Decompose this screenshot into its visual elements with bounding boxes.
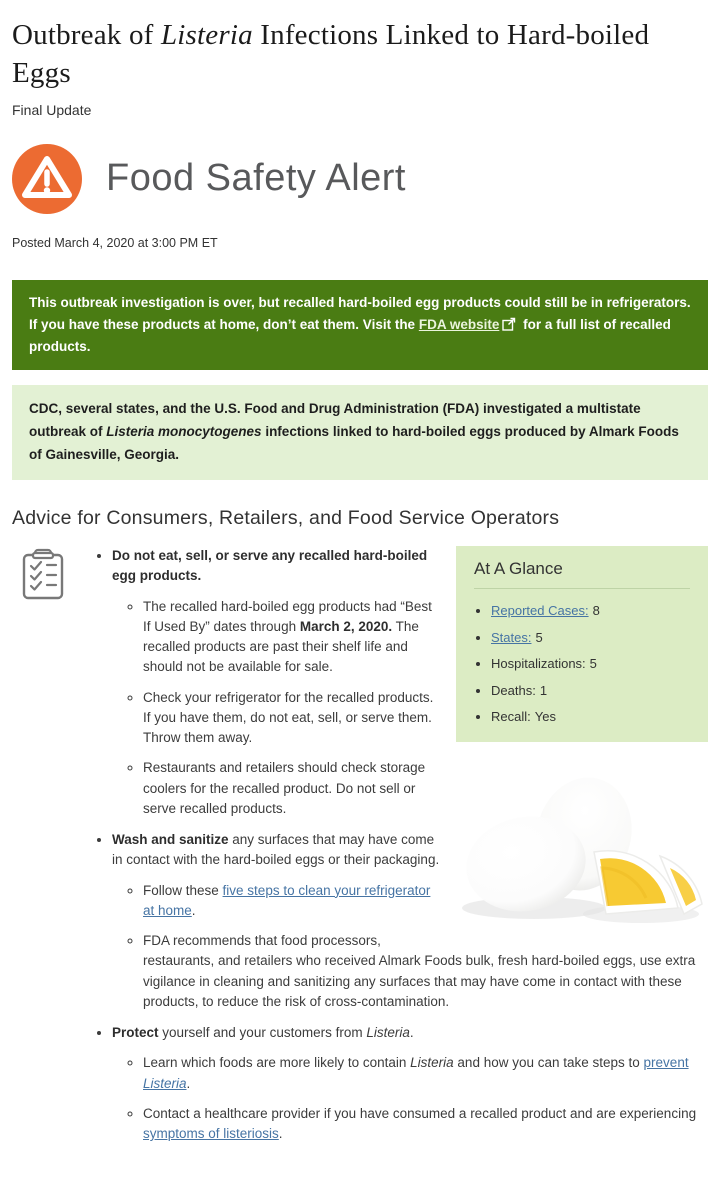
subitem-text: FDA recommends that food processors, restaurants, and retailers who received Almark Foods bulk, fresh hard-boiled eggs, use extra vigilance in cleaning and sanitizing any surfaces that may have come in contact with these products, to reduce the risk of cross-contamination. (143, 933, 696, 1009)
glance-value: 1 (539, 682, 548, 698)
glance-value: Yes (534, 709, 556, 725)
glance-item-states (491, 629, 690, 647)
reported-cases-link[interactable]: Reported Cases: (491, 603, 589, 619)
fda-website-link[interactable]: FDA website (418, 316, 500, 332)
subitem-text: . (186, 1075, 191, 1091)
subitem-text: Follow these (143, 882, 223, 898)
final-update-label: Final Update (12, 101, 92, 118)
outbreak-over-banner (12, 280, 708, 371)
glance-value: 5 (589, 656, 597, 672)
advice-text: any surfaces that may have come in contact with the hard-boiled eggs or their packaging. (112, 832, 440, 868)
advice-bold: Wash and sanitize (112, 832, 229, 848)
clipboard-checklist-icon (20, 548, 66, 602)
at-a-glance-panel (456, 546, 708, 742)
advice-body (12, 546, 708, 1155)
glance-label: Hospitalizations: (491, 656, 586, 672)
glance-item-hospitalizations (491, 655, 690, 673)
glance-label: Deaths: (491, 682, 536, 698)
subitem-text: . (191, 902, 196, 918)
banner-text: This outbreak investigation is over, but recalled hard-boiled egg products could still be in refrigerators. If you have these products at home, don’t eat them. Visit the (29, 294, 691, 332)
advice-italic-listeria: Listeria (366, 1025, 410, 1041)
subitem-italic: Listeria (410, 1055, 454, 1071)
glance-item-recall (491, 708, 690, 726)
advice-subitem-fda-recommends (143, 931, 708, 1012)
title-italic-listeria: Listeria (160, 19, 253, 51)
symptoms-of-listeriosis-link[interactable]: symptoms of listeriosis (143, 1126, 279, 1142)
advice-bold: Do not eat, sell, or serve any recalled hard-boiled egg products. (112, 548, 428, 584)
warning-triangle-icon (12, 144, 82, 214)
food-safety-alert-header (12, 144, 708, 214)
investigation-summary-box (12, 385, 708, 480)
at-a-glance-list (474, 602, 690, 726)
link-text: prevent (643, 1055, 689, 1071)
advice-subitem-healthcare-provider (143, 1104, 708, 1145)
external-link-icon (502, 317, 516, 331)
title-segment: Outbreak of (12, 19, 161, 51)
subitem-bold-date: March 2, 2020. (299, 618, 393, 634)
glance-item-reported-cases (491, 602, 690, 620)
subitem-text: Contact a healthcare provider if you have consumed a recalled product and are experiencing (143, 1105, 697, 1121)
subitem-text: The recalled products are past their shelf life and should not be available for sale. (143, 618, 419, 675)
five-steps-link[interactable]: five steps to clean your refrigerator at home (143, 882, 431, 918)
advice-section-heading: Advice for Consumers, Retailers, and Food Service Operators (12, 507, 560, 530)
advice-item-protect (112, 1023, 708, 1144)
advice-bold: Protect (112, 1025, 159, 1041)
glance-label: Recall: (491, 709, 531, 725)
subitem-text: The recalled hard-boiled egg products had “Best If Used By” dates through (143, 598, 432, 634)
glance-value: 8 (592, 603, 600, 619)
title-segment: Infections Linked to Hard-boiled Eggs (12, 19, 650, 90)
hard-boiled-eggs-image (456, 756, 706, 938)
subitem-text: Learn which foods are more likely to contain (143, 1055, 411, 1071)
states-link[interactable]: States: (491, 629, 532, 645)
at-a-glance-title: At A Glance (474, 559, 690, 589)
summary-text: CDC, several states, and the U.S. Food and Drug Administration (FDA) investigated a multistate outbreak of (29, 401, 641, 440)
glance-item-deaths (491, 682, 690, 700)
advice-sublist (112, 1053, 708, 1144)
banner-text: for a full list of recalled products. (29, 316, 671, 355)
advice-text: . (409, 1025, 414, 1041)
page-title (12, 16, 708, 93)
subitem-text: Restaurants and retailers should check storage coolers for the recalled product. Do not sell or serve recalled products. (143, 760, 426, 816)
subitem-text: and how you can take steps to (453, 1055, 644, 1071)
posted-date: Posted March 4, 2020 at 3:00 PM ET (12, 235, 218, 250)
subitem-text: Check your refrigerator for the recalled products. If you have them, do not eat, sell, or serve them. Throw them away. (143, 689, 434, 746)
link-italic: Listeria (143, 1075, 187, 1091)
subitem-text: . (278, 1126, 283, 1142)
advice-text: yourself and your customers from (158, 1025, 367, 1041)
summary-text: infections linked to hard-boiled eggs produced by Almark Foods of Gainesville, Georgia. (29, 424, 679, 463)
advice-subitem-learn-foods (143, 1053, 708, 1094)
alert-heading: Food Safety Alert (106, 157, 406, 200)
summary-italic: Listeria monocytogenes (106, 424, 262, 440)
glance-value: 5 (535, 629, 543, 645)
right-column (456, 546, 708, 938)
